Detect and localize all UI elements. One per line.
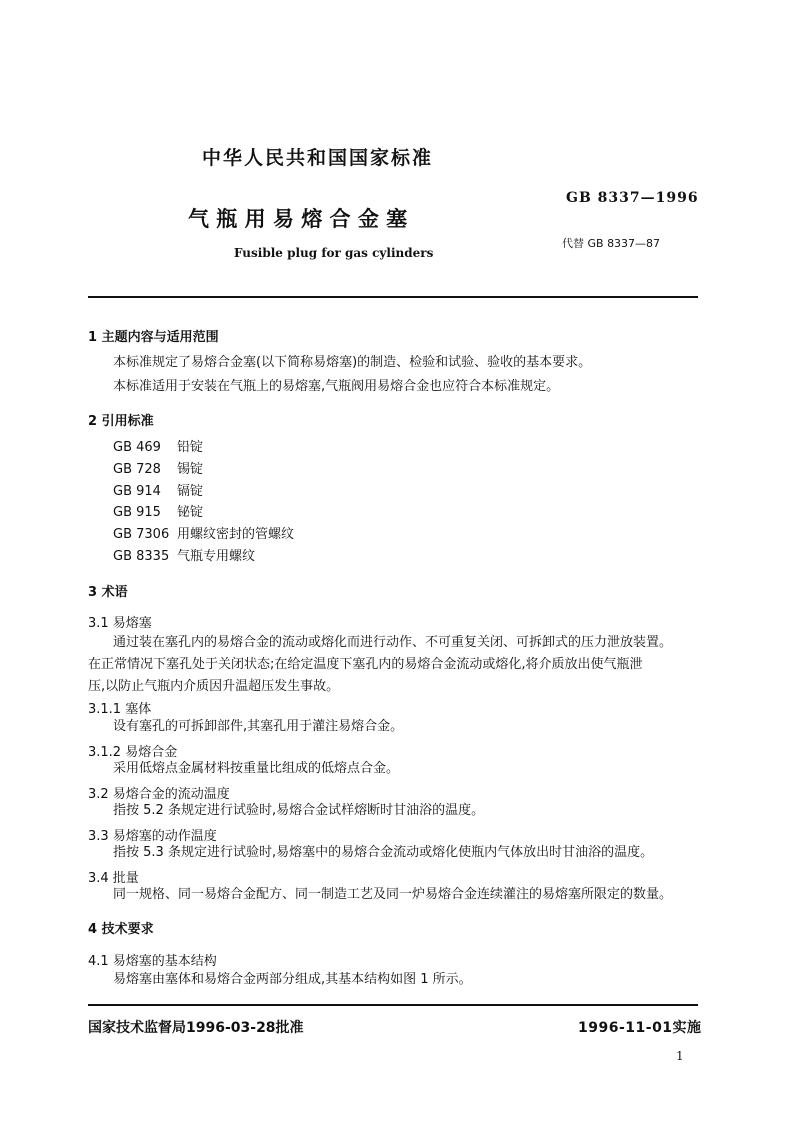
page-number: 1 <box>676 1049 684 1063</box>
reference-code: GB 469 <box>113 440 161 455</box>
reference-code: GB 7306 <box>113 527 170 542</box>
subsection-3-1-line-1: 通过装在塞孔内的易熔合金的流动或熔化而进行动作、不可重复关闭、可拆卸式的压力泄放装置。 <box>113 635 673 650</box>
reference-name: 锡锭 <box>177 462 204 477</box>
reference-code: GB 914 <box>113 484 161 499</box>
subsection-3-4-heading: 3.4 批量 <box>88 871 139 886</box>
subsection-3-3-text: 指按 5.3 条规定进行试验时,易熔塞中的易熔合金流动或熔化使瓶内气体放出时甘油浴的温度。 <box>113 845 654 860</box>
national-standard-title: 中华人民共和国国家标准 <box>202 147 434 169</box>
subsection-3-1-line-2: 在正常情况下塞孔处于关闭状态;在给定温度下塞孔内的易熔合金流动或熔化,将介质放出使气瓶泄 <box>88 657 643 672</box>
replaces-note: 代替 GB 8337—87 <box>562 237 661 250</box>
reference-code: GB 8335 <box>113 549 170 564</box>
standard-number: GB 8337—1996 <box>566 190 699 206</box>
reference-code: GB 915 <box>113 505 161 520</box>
reference-name: 气瓶专用螺纹 <box>177 549 256 564</box>
section-3-heading: 3 术语 <box>88 585 128 600</box>
document-title-english: Fusible plug for gas cylinders <box>234 246 434 260</box>
reference-item <box>113 506 203 519</box>
subsection-4-1-text: 易熔塞由塞体和易熔合金两部分组成,其基本结构如图 1 所示。 <box>113 972 472 987</box>
reference-item <box>113 441 203 454</box>
section-1-paragraph-1: 本标准规定了易熔合金塞(以下简称易熔塞)的制造、检验和试验、验收的基本要求。 <box>113 355 592 370</box>
subsection-4-1-heading: 4.1 易熔塞的基本结构 <box>88 954 217 969</box>
subsection-3-4-text: 同一规格、同一易熔合金配方、同一制造工艺及同一炉易熔合金连续灌注的易熔塞所限定的数量。 <box>113 887 673 902</box>
effective-date: 1996-11-01实施 <box>578 1020 702 1036</box>
reference-name: 铋锭 <box>177 505 204 520</box>
section-1-paragraph-2: 本标准适用于安装在气瓶上的易熔塞,气瓶阀用易熔合金也应符合本标准规定。 <box>113 379 560 394</box>
reference-item <box>113 485 203 498</box>
reference-item <box>113 528 294 541</box>
header-divider <box>88 296 698 298</box>
reference-name: 镉锭 <box>177 484 204 499</box>
subsection-3-3-heading: 3.3 易熔塞的动作温度 <box>88 829 217 844</box>
subsection-3-1-1-heading: 3.1.1 塞体 <box>88 702 152 717</box>
subsection-3-1-2-text: 采用低熔点金属材料按重量比组成的低熔点合金。 <box>113 761 400 776</box>
reference-name: 铅锭 <box>177 440 204 455</box>
subsection-3-1-2-heading: 3.1.2 易熔合金 <box>88 745 178 760</box>
reference-item <box>113 550 255 563</box>
footer-divider <box>88 1004 698 1006</box>
reference-code: GB 728 <box>113 462 161 477</box>
subsection-3-1-line-3: 压,以防止气瓶内介质因升温超压发生事故。 <box>88 679 340 694</box>
subsection-3-2-heading: 3.2 易熔合金的流动温度 <box>88 787 230 802</box>
subsection-3-2-text: 指按 5.2 条规定进行试验时,易熔合金试样熔断时甘油浴的温度。 <box>113 803 485 818</box>
reference-item <box>113 463 203 476</box>
subsection-3-1-1-text: 设有塞孔的可拆卸部件,其塞孔用于灌注易熔合金。 <box>113 719 404 734</box>
subsection-3-1-heading: 3.1 易熔塞 <box>88 616 152 631</box>
reference-name: 用螺纹密封的管螺纹 <box>177 527 295 542</box>
approval-note: 国家技术监督局1996-03-28批准 <box>88 1020 304 1036</box>
section-2-heading: 2 引用标准 <box>88 414 154 429</box>
section-4-heading: 4 技术要求 <box>88 922 154 937</box>
document-title: 气 瓶 用 易 熔 合 金 塞 <box>188 207 408 231</box>
section-1-heading: 1 主题内容与适用范围 <box>88 330 219 345</box>
